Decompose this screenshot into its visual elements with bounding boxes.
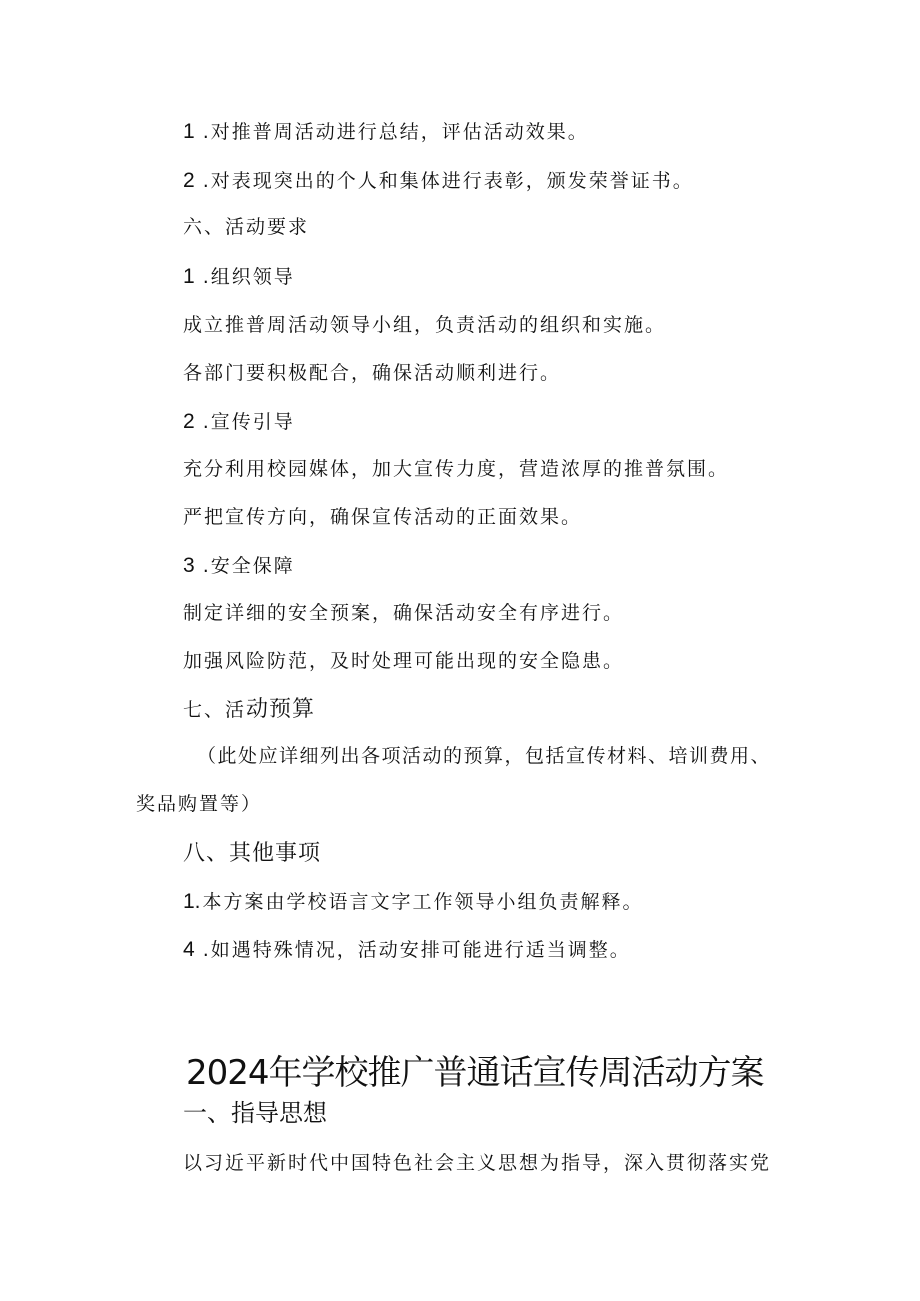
paragraph-line	[183, 364, 561, 383]
paragraph-line	[183, 604, 624, 623]
item-text: .对表现突出的个人和集体进行表彰，颁发荣誉证书。	[202, 170, 694, 192]
section-8-heading	[183, 843, 321, 865]
item-text: .安全保障	[202, 555, 295, 577]
note-text: 奖品购置等）	[136, 793, 263, 815]
item-number: 3	[183, 554, 195, 577]
paragraph-text: 加强风险防范，及时处理可能出现的安全隐患。	[183, 650, 625, 672]
other-item-1	[183, 891, 644, 912]
item-text: .宣传引导	[202, 411, 295, 433]
item-number: 1	[183, 120, 195, 143]
item-number: 4	[183, 938, 195, 961]
item-text: .对推普周活动进行总结，评估活动效果。	[202, 121, 589, 143]
heading-text: 六、活动要求	[183, 216, 310, 238]
note-text: （此处应详细列出各项活动的预算，包括宣传材料、培训费用、	[197, 745, 772, 767]
paragraph-text: 制定详细的安全预案，确保活动安全有序进行。	[183, 602, 625, 624]
item-text: 本方案由学校语言文字工作领导小组负责解释。	[202, 891, 644, 913]
paragraph-text: 成立推普周活动领导小组，负责活动的组织和实施。	[183, 314, 667, 336]
paragraph-text: 各部门要积极配合，确保活动顺利进行。	[183, 362, 562, 384]
paragraph-text: 严把宣传方向，确保宣传活动的正面效果。	[183, 506, 583, 528]
budget-note-line-2	[136, 795, 262, 814]
paragraph-line	[183, 652, 624, 671]
paragraph-line	[183, 460, 729, 479]
heading-emphasis: 动预算	[246, 697, 316, 722]
heading-text: 一、指导思想	[183, 1099, 327, 1127]
summary-item-1	[183, 121, 589, 142]
paragraph-line	[183, 316, 666, 335]
paragraph-line	[183, 508, 582, 527]
requirement-3-heading	[183, 555, 295, 576]
item-number: 2	[183, 169, 195, 192]
section-1-heading	[183, 1101, 327, 1125]
summary-item-2	[183, 170, 694, 191]
budget-note-line-1	[197, 747, 771, 766]
paragraph-text: 充分利用校园媒体，加大宣传力度，营造浓厚的推普氛围。	[183, 458, 730, 480]
requirement-1-heading	[183, 266, 295, 287]
heading-text: 八、其他事项	[183, 841, 322, 866]
item-text: .组织领导	[202, 266, 295, 288]
requirement-2-heading	[183, 411, 295, 432]
heading-prefix: 七、活	[183, 699, 247, 721]
item-number: 1.	[183, 890, 201, 913]
item-number: 1	[183, 265, 195, 288]
item-number: 2	[183, 410, 195, 433]
section-6-heading	[183, 218, 309, 237]
paragraph-text: 以习近平新时代中国特色社会主义思想为指导，深入贯彻落实党	[183, 1152, 772, 1174]
item-text: .如遇特殊情况，活动安排可能进行适当调整。	[202, 939, 631, 961]
intro-paragraph-line	[183, 1154, 771, 1173]
section-7-heading	[183, 699, 315, 721]
document-title: 2024年学校推广普通话宣传周活动方案	[186, 1053, 764, 1093]
other-item-4	[183, 939, 631, 960]
